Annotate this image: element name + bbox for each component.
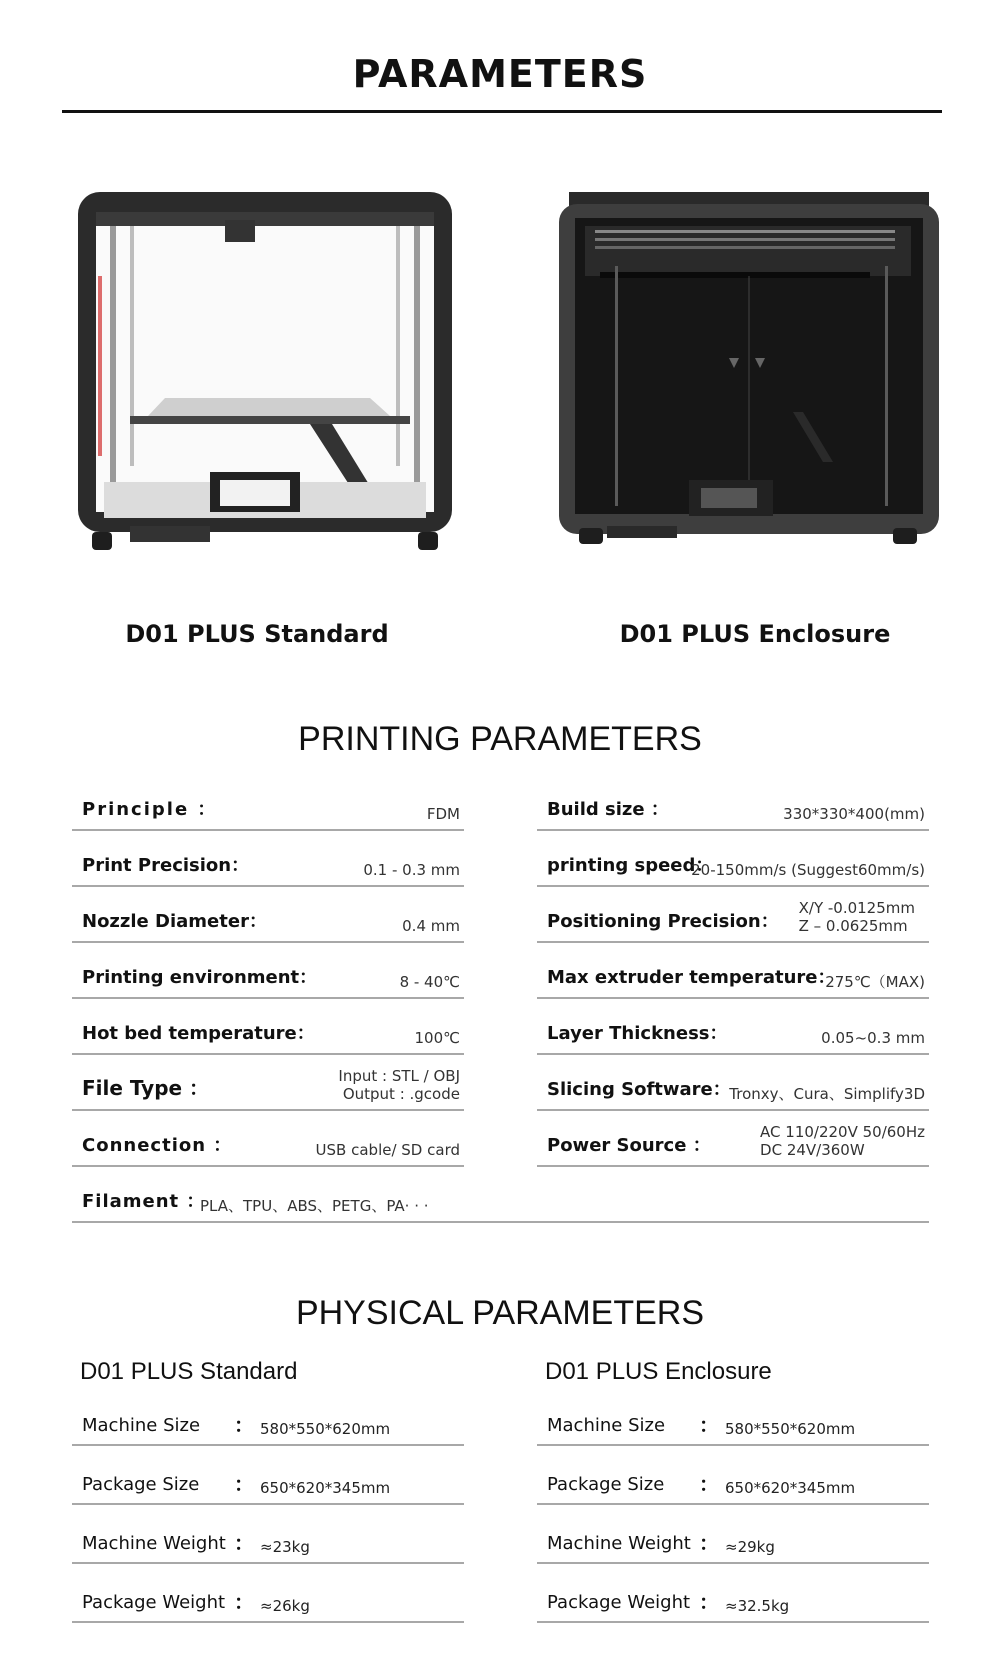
physical-row bbox=[537, 1447, 929, 1505]
param-value-line: DC 24V/360W bbox=[760, 1141, 865, 1159]
param-value: 330*330*400(mm) bbox=[783, 805, 925, 823]
product-label-enclosure: D01 PLUS Enclosure bbox=[619, 620, 891, 648]
physical-label: Package Size bbox=[82, 1474, 200, 1495]
param-label: File Type ： bbox=[82, 1076, 210, 1100]
param-label: Filament ： bbox=[82, 1191, 206, 1212]
physical-colon: ： bbox=[234, 1472, 254, 1496]
param-value-line: AC 110/220V 50/60Hz bbox=[760, 1123, 925, 1141]
physical-value: 650*620*345mm bbox=[260, 1479, 391, 1497]
param-label: Print Precision： bbox=[82, 855, 250, 876]
product-label-standard: D01 PLUS Standard bbox=[125, 620, 389, 648]
physical-row bbox=[537, 1565, 929, 1623]
physical-parameters-title: PHYSICAL PARAMETERS bbox=[295, 1294, 705, 1332]
param-value: 0.05~0.3 mm bbox=[821, 1029, 925, 1047]
param-label: Principle ： bbox=[82, 799, 218, 820]
printer-enclosure-image bbox=[555, 186, 945, 596]
physical-value: ≈26kg bbox=[260, 1597, 310, 1615]
param-value: 0.1 - 0.3 mm bbox=[363, 861, 460, 879]
param-row bbox=[537, 999, 929, 1055]
param-value: FDM bbox=[426, 805, 460, 823]
param-label: printing speed： bbox=[547, 855, 714, 876]
physical-row bbox=[72, 1447, 464, 1505]
param-label: Nozzle Diameter： bbox=[82, 911, 267, 932]
param-label: Build size ： bbox=[547, 799, 669, 820]
physical-label: Machine Size bbox=[82, 1415, 201, 1436]
param-row bbox=[537, 887, 929, 943]
physical-row bbox=[72, 1565, 464, 1623]
physical-label: Machine Weight bbox=[82, 1533, 226, 1554]
physical-row bbox=[537, 1506, 929, 1564]
physical-value: 580*550*620mm bbox=[725, 1420, 856, 1438]
physical-colon: ： bbox=[234, 1413, 254, 1437]
param-value-line: X/Y -0.0125mm bbox=[798, 899, 915, 917]
physical-colon: ： bbox=[699, 1472, 719, 1496]
physical-row bbox=[537, 1388, 929, 1446]
param-label: Max extruder temperature： bbox=[547, 967, 836, 988]
param-label: Positioning Precision： bbox=[547, 911, 779, 932]
physical-label: Machine Size bbox=[547, 1415, 666, 1436]
param-label: Printing environment： bbox=[82, 967, 318, 988]
param-row bbox=[537, 1055, 929, 1111]
physical-value: ≈23kg bbox=[260, 1538, 310, 1556]
physical-colon: ： bbox=[699, 1413, 719, 1437]
param-value: 20-150mm/s (Suggest60mm/s) bbox=[691, 861, 925, 879]
param-row bbox=[72, 943, 464, 999]
title-divider bbox=[62, 110, 942, 113]
param-value-line: Output : .gcode bbox=[342, 1085, 460, 1103]
page-title: PARAMETERS bbox=[352, 52, 648, 96]
param-label: Power Source ： bbox=[547, 1135, 711, 1156]
param-row-filament bbox=[72, 1167, 929, 1223]
physical-label: Package Weight bbox=[82, 1592, 226, 1613]
physical-value: ≈32.5kg bbox=[725, 1597, 790, 1615]
physical-value: ≈29kg bbox=[725, 1538, 775, 1556]
param-value: Tronxy、Cura、Simplify3D bbox=[729, 1085, 925, 1103]
physical-colon: ： bbox=[234, 1531, 254, 1555]
physical-label: Package Weight bbox=[547, 1592, 691, 1613]
physical-label: Package Size bbox=[547, 1474, 665, 1495]
param-value bbox=[799, 899, 915, 935]
param-value-line: Z – 0.0625mm bbox=[798, 917, 908, 935]
param-row bbox=[537, 831, 929, 887]
param-value: 8 - 40℃ bbox=[399, 973, 460, 991]
param-value: 100℃ bbox=[414, 1029, 460, 1047]
param-value bbox=[760, 1123, 925, 1159]
param-row bbox=[72, 887, 464, 943]
param-row bbox=[72, 1111, 464, 1167]
param-row bbox=[72, 775, 464, 831]
param-value-line: Input : STL / OBJ bbox=[338, 1067, 460, 1085]
param-value: 275℃（MAX) bbox=[825, 973, 925, 991]
param-row bbox=[537, 1111, 929, 1167]
physical-colon: ： bbox=[699, 1531, 719, 1555]
param-value: PLA、TPU、ABS、PETG、PA· · · bbox=[200, 1197, 429, 1215]
param-row bbox=[537, 775, 929, 831]
param-row bbox=[72, 1055, 464, 1111]
param-row bbox=[72, 999, 464, 1055]
physical-row bbox=[72, 1388, 464, 1446]
param-value: 0.4 mm bbox=[402, 917, 460, 935]
physical-colon: ： bbox=[699, 1590, 719, 1614]
printer-standard-image bbox=[70, 186, 460, 596]
param-value: USB cable/ SD card bbox=[315, 1141, 460, 1159]
physical-enclosure-title: D01 PLUS Enclosure bbox=[545, 1358, 772, 1385]
physical-standard-title: D01 PLUS Standard bbox=[80, 1358, 298, 1385]
param-label: Hot bed temperature： bbox=[82, 1023, 315, 1044]
param-row bbox=[537, 943, 929, 999]
physical-value: 580*550*620mm bbox=[260, 1420, 391, 1438]
param-label: Layer Thickness： bbox=[547, 1023, 728, 1044]
physical-row bbox=[72, 1506, 464, 1564]
physical-colon: ： bbox=[234, 1590, 254, 1614]
printing-parameters-title: PRINTING PARAMETERS bbox=[298, 720, 702, 758]
physical-label: Machine Weight bbox=[547, 1533, 691, 1554]
physical-value: 650*620*345mm bbox=[725, 1479, 856, 1497]
param-row bbox=[72, 831, 464, 887]
param-label: Slicing Software： bbox=[547, 1079, 731, 1100]
param-label: Connection ： bbox=[82, 1135, 233, 1156]
param-value bbox=[338, 1067, 460, 1103]
